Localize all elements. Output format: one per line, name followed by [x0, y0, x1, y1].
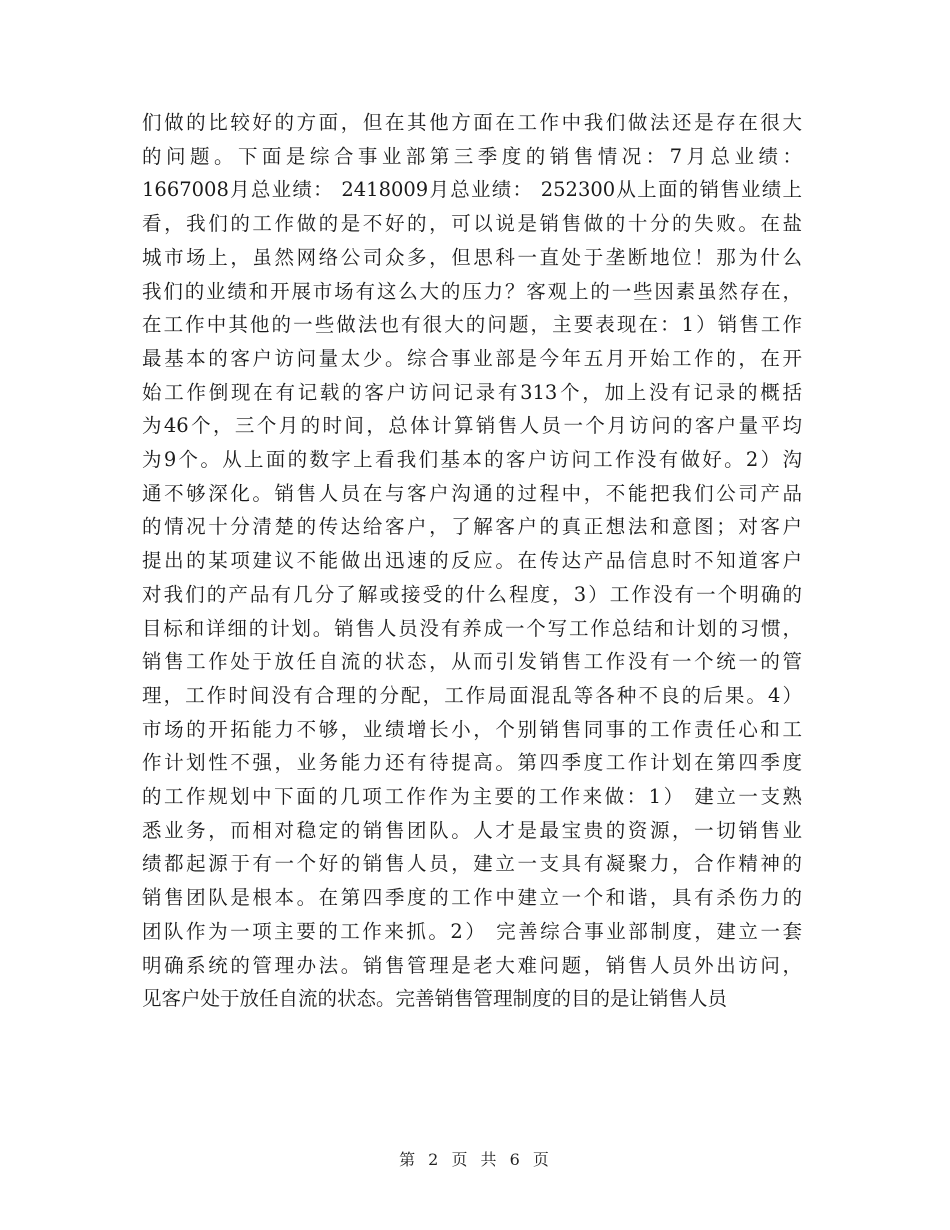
text-line: 的情况十分清楚的传达给客户，了解客户的真正想法和意图；对客户	[142, 515, 802, 539]
text-line: 见客户处于放任自流的状态。完善销售管理制度的目的是让销售人员	[142, 987, 728, 1011]
text-line: 1667008月总业绩： 2418009月总业绩： 252300从上面的销售业绩上	[142, 178, 802, 202]
text-line: 市场的开拓能力不够，业绩增长小，个别销售同事的工作责任心和工	[142, 717, 802, 741]
text-line: 明确系统的管理办法。销售管理是老大难问题，销售人员外出访问，	[142, 953, 802, 977]
text-line: 提出的某项建议不能做出迅速的反应。在传达产品信息时不知道客户	[142, 549, 802, 573]
text-line: 销售工作处于放任自流的状态，从而引发销售工作没有一个统一的管	[142, 650, 802, 674]
text-line: 看，我们的工作做的是不好的，可以说是销售做的十分的失败。在盐	[142, 212, 802, 236]
page-footer: 第 2 页 共 6 页	[399, 1150, 551, 1169]
text-line: 们做的比较好的方面，但在其他方面在工作中我们做法还是存在很大	[142, 111, 802, 134]
text-line: 最基本的客户访问量太少。综合事业部是今年五月开始工作的，在开	[142, 346, 802, 370]
text-line: 通不够深化。销售人员在与客户沟通的过程中，不能把我们公司产品	[142, 481, 802, 505]
text-line: 团队作为一项主要的工作来抓。2） 完善综合事业部制度，建立一套	[142, 919, 802, 943]
text-line: 城市场上，虽然网络公司众多，但思科一直处于垄断地位！那为什么	[142, 245, 802, 269]
text-line: 悉业务，而相对稳定的销售团队。人才是最宝贵的资源，一切销售业	[142, 818, 802, 842]
body-text	[142, 106, 802, 1016]
text-line: 作计划性不强，业务能力还有待提高。第四季度工作计划在第四季度	[142, 751, 802, 775]
text-line: 理，工作时间没有合理的分配，工作局面混乱等各种不良的后果。4）	[142, 683, 802, 707]
text-line: 的工作规划中下面的几项工作作为主要的工作来做：1） 建立一支熟	[142, 785, 802, 809]
text-line: 销售团队是根本。在第四季度的工作中建立一个和谐，具有杀伤力的	[142, 886, 802, 910]
text-line: 为46个，三个月的时间，总体计算销售人员一个月访问的客户量平均	[142, 414, 802, 438]
text-line: 我们的业绩和开展市场有这么大的压力？客观上的一些因素虽然存在，	[142, 279, 802, 303]
text-line: 对我们的产品有几分了解或接受的什么程度，3）工作没有一个明确的	[142, 582, 802, 606]
text-line: 目标和详细的计划。销售人员没有养成一个写工作总结和计划的习惯，	[142, 616, 802, 640]
text-line: 为9个。从上面的数字上看我们基本的客户访问工作没有做好。2）沟	[142, 448, 802, 472]
text-line: 的问题。下面是综合事业部第三季度的销售情况：7月总业绩：	[142, 144, 802, 168]
text-line: 绩都起源于有一个好的销售人员，建立一支具有凝聚力，合作精神的	[142, 852, 802, 876]
text-line: 始工作倒现在有记载的客户访问记录有313个，加上没有记录的概括	[142, 380, 802, 404]
text-line: 在工作中其他的一些做法也有很大的问题，主要表现在：1）销售工作	[142, 313, 802, 337]
